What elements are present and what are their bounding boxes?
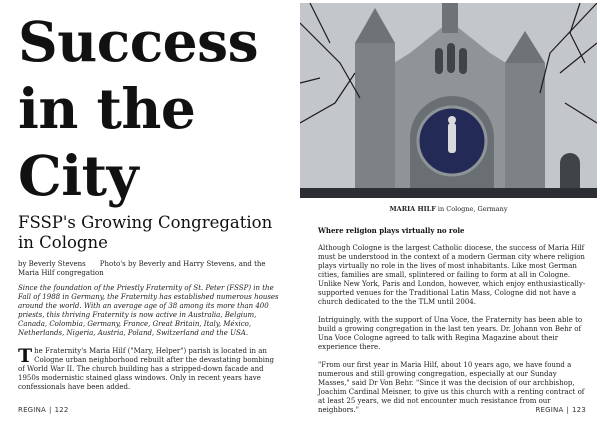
footer-page-number: 123	[572, 406, 586, 414]
section-title: Where religion plays virtually no role	[318, 226, 465, 235]
footer-page-number: 122	[54, 406, 69, 414]
church-photo	[300, 3, 597, 198]
photo-caption	[300, 205, 597, 213]
intro-paragraph: Since the foundation of the Priestly Fraternity of St. Peter (FSSP) in the Fall of 1988 in Germany, the Fraternity has established numerous houses around the world. With an average age of 38 among its more than 400 priests, this thriving Fraternity is now active in Australia, Belgium, Canada, Colombia, Germany, France, Great Britain, Italy, México, Netherlands, Nigeria, Austria, Poland, Switzerland and the USA.	[18, 284, 279, 337]
footer-magazine: REGINA	[535, 406, 564, 414]
caption-bold: MARIA HILF	[389, 205, 436, 213]
footer-magazine: REGINA	[18, 406, 47, 414]
headline-line-3: City	[18, 143, 139, 208]
body-paragraph	[18, 347, 280, 392]
credits	[18, 260, 280, 278]
caption-rest: in Cologne, Germany	[435, 205, 508, 213]
paragraph-3: "From our first year in Maria Hilf, about 10 years ago, we have found a numerous and still growing congregation, especially at our Sunday Masses," said Dr Von Behr. "Since it was the decision of our archbishop, Joachim Cardinal Meisner, to give us this church with a renting contract of at least 25 years, we did not encounter much resistance from our neighbors."	[318, 361, 585, 414]
photo-credit: Photo's by Beverly and Harry Stevens, and the Maria Hilf congregation	[18, 260, 266, 277]
church-illustration	[300, 3, 597, 198]
subhead: FSSP's Growing Congregation in Cologne	[18, 213, 273, 252]
paragraph-1: Although Cologne is the largest Catholic diocese, the success of Maria Hilf must be understood in the context of a modern German city where religion plays virtually no role in the lives of most inhabitants. Like most German cities, families are small, splintered or failing to form at all in Cologne. Unlike New York, Paris and London, however, which enjoy enthusiastically-supported venues for the Traditional Latin Mass, Cologne did not have a church dedicated to the the TLM until 2004.	[318, 244, 586, 306]
body-text: he Fraternity's Maria Hilf ("Mary, Helper") parish is located in an Cologne urban neighborhood rebuilt after the devastating bombing of World War II. The church building has a stripped-down facade and 1950s modernistic stained glass windows. Only in recent years have confessionals have been added.	[18, 347, 274, 391]
left-page	[18, 8, 280, 392]
paragraph-2: Intriguingly, with the support of Una Voce, the Fraternity has been able to build a growing congregation in the last ten years. Dr. Johann von Behr of Una Voce Cologne agreed to talk with Regina Magazine about their experience there.	[318, 316, 583, 351]
drop-cap: T	[18, 345, 33, 367]
headline	[18, 8, 280, 209]
headline-line-1: Success	[18, 9, 259, 74]
footer-separator: |	[566, 406, 570, 414]
footer-right	[535, 406, 586, 414]
headline-line-2: in the	[18, 76, 196, 141]
footer-left	[18, 406, 69, 414]
footer-separator: |	[49, 406, 52, 414]
right-page-text	[318, 226, 586, 424]
byline: by Beverly Stevens	[18, 260, 86, 268]
